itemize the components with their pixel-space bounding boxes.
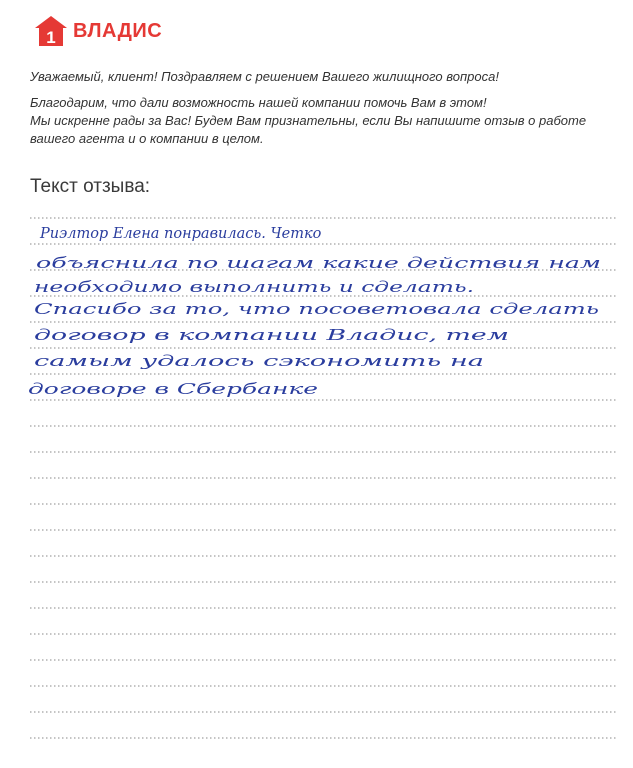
thanks-line-3: вашего агента и о компании в целом.: [30, 131, 264, 146]
brand-name: ВЛАДИС: [73, 19, 163, 42]
handwritten-line: объяснила по шагам какие действия нам: [36, 256, 601, 272]
handwritten-line: договоре в Сбербанке: [28, 382, 318, 398]
handwritten-line: Спасибо за то, что посоветовала сделать: [34, 302, 600, 318]
ruled-lines: [28, 0, 618, 768]
thanks-line-1: Благодарим, что дали возможность нашей компании помочь Вам в этом!: [30, 95, 487, 110]
thanks-line-2: Мы искренне рады за Вас! Будем Вам признательны, если Вы напишите отзыв о работе: [30, 113, 587, 128]
logo-numeral: 1: [46, 28, 56, 47]
handwritten-line: самым удалось сэкономить на: [34, 354, 484, 370]
handwritten-line: Риэлтор Елена понравилась. Четко: [40, 226, 322, 242]
review-title: Текст отзыва:: [30, 176, 151, 197]
handwritten-line: необходимо выполнить и сделать.: [34, 280, 474, 296]
greeting-text: Уважаемый, клиент! Поздравляем с решением Вашего жилищного вопроса!: [30, 69, 499, 84]
handwritten-line: договор в компании Владис, тем: [34, 328, 509, 344]
